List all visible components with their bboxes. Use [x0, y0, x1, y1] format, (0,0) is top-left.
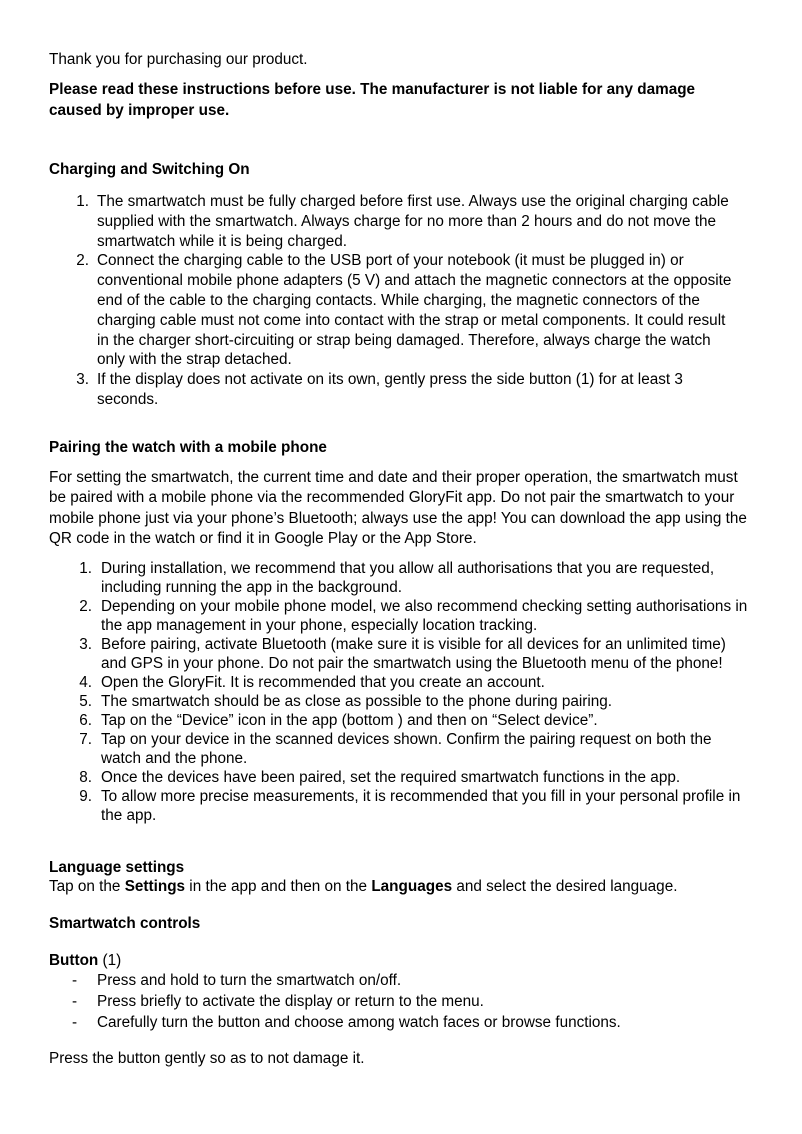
list-item [49, 597, 754, 635]
list-text: To allow more precise measurements, it is recommended that you fill in your personal profile in the app. [101, 788, 741, 824]
text-run: Tap on the [49, 878, 125, 895]
pairing-steps [49, 559, 754, 825]
list-number: 3. [79, 636, 92, 653]
button-functions [49, 970, 750, 1033]
list-number: 1. [76, 193, 89, 210]
list-item [49, 970, 750, 991]
list-text: Connect the charging cable to the USB port of your notebook (it must be plugged in) or conventional mobile phone adapters (5 V) and attach the magnetic connectors at the opposite end of the cable to the charging contacts. While charging, the magnetic connectors of the charging cable must not come into contact with the strap or metal components. It could result in the charger short-circuiting or strap being damaged. Therefore, always charge the watch only with the strap detached. [97, 252, 732, 369]
settings-term: Settings [124, 878, 186, 895]
dash-bullet: - [72, 1014, 78, 1031]
dash-bullet: - [72, 972, 78, 989]
list-item [49, 673, 754, 692]
list-text: Once the devices have been paired, set the required smartwatch functions in the app. [101, 769, 681, 786]
list-item [49, 787, 754, 825]
liability-notice: Please read these instructions before use. The manufacturer is not liable for any damage caused by improper use. [49, 81, 696, 119]
dash-bullet: - [72, 993, 78, 1010]
list-text: Open the GloryFit. It is recommended that you create an account. [101, 674, 545, 691]
list-item [49, 730, 754, 768]
list-number: 2. [79, 598, 92, 615]
list-text: Carefully turn the button and choose among watch faces or browse functions. [97, 1014, 621, 1031]
button-ref: (1) [98, 952, 122, 969]
button-care-note: Press the button gently so as to not damage it. [49, 1050, 365, 1067]
list-text: Tap on your device in the scanned devices shown. Confirm the pairing request on both the watch and the phone. [101, 731, 712, 767]
list-text: During installation, we recommend that you allow all authorisations that you are requested, including running the app in the background. [101, 560, 715, 596]
list-item [49, 991, 750, 1012]
list-item [49, 251, 734, 370]
charging-steps [49, 192, 734, 410]
text-run: and select the desired language. [452, 878, 678, 895]
controls-heading: Smartwatch controls [49, 915, 201, 932]
language-instructions [49, 877, 750, 896]
list-item [49, 192, 734, 251]
pairing-intro: For setting the smartwatch, the current time and date and their proper operation, the smartwatch must be paired with a mobile phone via the recommended GloryFit app. Do not pair the smartwatch to your mobile phone just via your phone’s Bluetooth; always use the app! You can download the app using the QR code in the watch or find it in Google Play or the App Store. [49, 469, 747, 547]
thank-you-text: Thank you for purchasing our product. [49, 51, 308, 68]
list-text: Press and hold to turn the smartwatch on/off. [97, 972, 402, 989]
text-run: in the app and then on the [185, 878, 372, 895]
list-number: 8. [79, 769, 92, 786]
list-item [49, 692, 754, 711]
list-text: Tap on the “Device” icon in the app (bottom ) and then on “Select device”. [101, 712, 598, 729]
charging-heading: Charging and Switching On [49, 161, 250, 178]
list-item [49, 559, 754, 597]
list-text: Press briefly to activate the display or return to the menu. [97, 993, 484, 1010]
list-text: The smartwatch should be as close as possible to the phone during pairing. [101, 693, 613, 710]
list-number: 7. [79, 731, 92, 748]
list-number: 4. [79, 674, 92, 691]
button-label: Button [49, 952, 99, 969]
list-number: 2. [76, 252, 89, 270]
list-item [49, 1012, 750, 1033]
languages-term: Languages [371, 878, 453, 895]
pairing-heading: Pairing the watch with a mobile phone [49, 439, 327, 456]
list-number: 6. [79, 712, 92, 729]
list-text: If the display does not activate on its own, gently press the side button (1) for at least 3 seconds. [97, 371, 683, 408]
list-item [49, 370, 734, 410]
list-number: 3. [76, 371, 89, 389]
list-text: Depending on your mobile phone model, we also recommend checking setting authorisations in the app management in your phone, especially location tracking. [101, 598, 748, 634]
list-number: 1. [79, 560, 92, 577]
list-text: The smartwatch must be fully charged before first use. Always use the original charging cable supplied with the smartwatch. Always charge for no more than 2 hours and do not move the smartwatch while it is being charged. [97, 193, 729, 250]
list-item [49, 711, 754, 730]
list-item [49, 635, 754, 673]
button-subheading [49, 951, 750, 970]
list-text: Before pairing, activate Bluetooth (make sure it is visible for all devices for an unlimited time) and GPS in your phone. Do not pair the smartwatch using the Bluetooth menu of the phone! [101, 636, 726, 672]
list-item [49, 768, 754, 787]
list-number: 9. [79, 788, 92, 805]
language-heading: Language settings [49, 859, 185, 876]
list-number: 5. [79, 693, 92, 710]
